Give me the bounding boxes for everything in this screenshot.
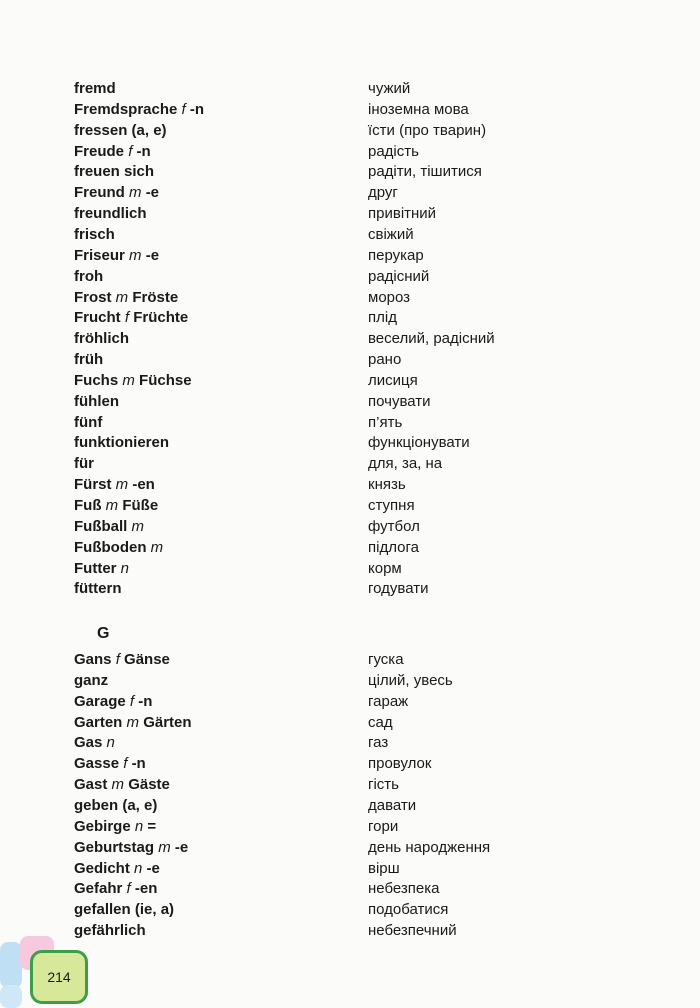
plural-form: Füße: [122, 497, 159, 514]
translation: п’ять: [368, 414, 403, 431]
gender-marker: f: [128, 143, 133, 160]
german-word: [74, 474, 155, 495]
german-word: [74, 224, 115, 245]
dictionary-entry: [0, 899, 700, 920]
headword: Fürst: [74, 476, 112, 493]
headword: geben (a, e): [74, 797, 158, 814]
dictionary-entry: [0, 753, 700, 774]
dictionary-entry: [0, 391, 700, 412]
headword: Frost: [74, 289, 112, 306]
gender-marker: m: [129, 247, 142, 264]
translation: для, за, на: [368, 455, 443, 472]
dictionary-entry: [0, 516, 700, 537]
translation: день народження: [368, 839, 491, 856]
gender-marker: f: [124, 309, 130, 326]
gender-marker: m: [105, 497, 119, 514]
dictionary-entry: [0, 495, 700, 516]
german-word: [74, 578, 122, 599]
dictionary-entry: [0, 795, 700, 816]
dictionary-entry: [0, 224, 700, 245]
plural-form: -n: [136, 143, 151, 160]
gender-marker: m: [131, 518, 144, 535]
section-letter: G: [97, 625, 110, 642]
translation: лисиця: [368, 372, 418, 389]
german-word: [74, 816, 156, 837]
dictionary-entry: [0, 712, 700, 733]
plural-form: Gäste: [128, 776, 170, 793]
headword: Fußball: [74, 518, 128, 535]
dictionary-entry: [0, 370, 700, 391]
plural-form: -n: [189, 101, 205, 118]
headword: Gefahr: [74, 880, 123, 897]
plural-form: -en: [132, 476, 155, 493]
headword: froh: [74, 268, 104, 285]
dictionary-entry: [0, 732, 700, 753]
plural-form: -n: [138, 693, 153, 710]
headword: Gas: [74, 734, 103, 751]
gender-marker: n: [134, 860, 143, 877]
headword: Fremdsprache: [74, 101, 178, 118]
german-word: [74, 920, 146, 941]
headword: Fuchs: [74, 372, 119, 389]
dictionary-entry: [0, 78, 700, 99]
plural-form: -e: [146, 860, 160, 877]
german-word: [74, 412, 102, 433]
translation: ступня: [368, 497, 415, 514]
headword: für: [74, 455, 94, 472]
headword: ganz: [74, 672, 109, 689]
dictionary-entry: [0, 182, 700, 203]
german-word: [74, 732, 115, 753]
german-word: [74, 558, 129, 579]
translation: давати: [368, 797, 417, 814]
translation: друг: [368, 184, 398, 201]
gender-marker: m: [158, 839, 171, 856]
plural-form: Früchte: [133, 309, 189, 326]
german-word: [74, 391, 119, 412]
german-word: [74, 78, 116, 99]
german-word: [74, 182, 159, 203]
translation: рано: [368, 351, 402, 368]
plural-form: -e: [145, 184, 160, 201]
german-word: [74, 432, 169, 453]
german-word: [74, 774, 170, 795]
plural-form: -e: [174, 839, 189, 856]
gender-marker: n: [134, 818, 144, 835]
page-number: 214: [30, 950, 88, 1004]
translation: функціонувати: [368, 434, 470, 451]
plural-form: Gärten: [143, 714, 192, 731]
headword: Gasse: [74, 755, 120, 772]
plural-form: -e: [145, 247, 160, 264]
dictionary-entry: [0, 649, 700, 670]
translation: почувати: [368, 393, 431, 410]
headword: Fuß: [74, 497, 102, 514]
german-word: [74, 349, 103, 370]
dictionary-entry: [0, 670, 700, 691]
gender-marker: m: [129, 184, 142, 201]
dictionary-entry: [0, 328, 700, 349]
translation: гараж: [368, 693, 409, 710]
gender-marker: m: [126, 714, 140, 731]
headword: freundlich: [74, 205, 147, 222]
german-word: [74, 307, 188, 328]
gender-marker: m: [115, 289, 129, 306]
german-word: [74, 495, 158, 516]
dictionary-entry: [0, 878, 700, 899]
dictionary-entry: [0, 578, 700, 599]
corner-decoration-blue-2: [0, 985, 22, 1008]
dictionary-entry: [0, 161, 700, 182]
german-word: [74, 837, 188, 858]
gender-marker: f: [181, 101, 186, 118]
gender-marker: m: [122, 372, 135, 389]
dictionary-entry: [0, 774, 700, 795]
headword: Friseur: [74, 247, 125, 264]
headword: Gebirge: [74, 818, 131, 835]
german-word: [74, 795, 157, 816]
translation: годувати: [368, 580, 429, 597]
headword: gefallen (ie, a): [74, 901, 175, 918]
translation: гори: [368, 818, 399, 835]
plural-form: =: [147, 818, 157, 835]
translation: підлога: [368, 539, 419, 556]
translation: свіжий: [368, 226, 414, 243]
dictionary-entry: [0, 432, 700, 453]
headword: fühlen: [74, 393, 119, 410]
dictionary-entry: [0, 203, 700, 224]
plural-form: Füchse: [139, 372, 192, 389]
headword: Garten: [74, 714, 123, 731]
headword: Gans: [74, 651, 112, 668]
dictionary-entry: [0, 537, 700, 558]
german-word: [74, 141, 151, 162]
translation: корм: [368, 560, 402, 577]
translation: футбол: [368, 518, 420, 535]
translation: веселий, радісний: [368, 330, 495, 347]
german-word: [74, 161, 154, 182]
gender-marker: m: [111, 776, 125, 793]
german-word: [74, 899, 174, 920]
plural-form: Gänse: [124, 651, 170, 668]
german-word: [74, 203, 147, 224]
translation: привітний: [368, 205, 437, 222]
translation: мороз: [368, 289, 411, 306]
translation: провулок: [368, 755, 432, 772]
headword: frisch: [74, 226, 115, 243]
german-word: [74, 245, 159, 266]
german-word: [74, 878, 157, 899]
dictionary-entry: [0, 307, 700, 328]
headword: Gedicht: [74, 860, 130, 877]
dictionary-entry: [0, 266, 700, 287]
german-word: [74, 370, 192, 391]
gender-marker: f: [123, 755, 128, 772]
dictionary-entry: [0, 287, 700, 308]
translation: гість: [368, 776, 399, 793]
german-word: [74, 649, 170, 670]
headword: gefährlich: [74, 922, 146, 939]
translation: небезпека: [368, 880, 440, 897]
dictionary-entry: [0, 412, 700, 433]
headword: Freude: [74, 143, 125, 160]
german-word: [74, 858, 160, 879]
german-word: [74, 753, 146, 774]
german-word: [74, 287, 178, 308]
headword: funktionieren: [74, 434, 170, 451]
headword: früh: [74, 351, 104, 368]
german-word: [74, 712, 192, 733]
translation: сад: [368, 714, 393, 731]
headword: Geburtstag: [74, 839, 155, 856]
headword: Garage: [74, 693, 126, 710]
headword: Gast: [74, 776, 108, 793]
dictionary-entry: [0, 99, 700, 120]
translation: чужий: [368, 80, 411, 97]
headword: füttern: [74, 580, 122, 597]
gender-marker: n: [106, 734, 115, 751]
translation: подобатися: [368, 901, 449, 918]
translation: радість: [368, 143, 419, 160]
dictionary-entry: [0, 474, 700, 495]
translation: плід: [368, 309, 397, 326]
translation: князь: [368, 476, 406, 493]
translation: гуска: [368, 651, 404, 668]
german-word: [74, 670, 108, 691]
plural-form: -en: [134, 880, 158, 897]
german-word: [74, 120, 167, 141]
dictionary-entry: [0, 120, 700, 141]
dictionary-entry: [0, 920, 700, 941]
headword: Frucht: [74, 309, 121, 326]
gender-marker: f: [129, 693, 135, 710]
dictionary-entry: [0, 141, 700, 162]
plural-form: Fröste: [132, 289, 179, 306]
dictionary-entry: [0, 816, 700, 837]
headword: fressen (a, e): [74, 122, 167, 139]
translation: газ: [368, 734, 389, 751]
gender-marker: f: [115, 651, 120, 668]
german-word: [74, 453, 94, 474]
headword: fremd: [74, 80, 116, 97]
translation: вірш: [368, 860, 400, 877]
german-word: [74, 266, 103, 287]
translation: їсти (про тварин): [368, 122, 487, 139]
german-word: [74, 691, 152, 712]
dictionary-entry: [0, 245, 700, 266]
translation: цілий, увесь: [368, 672, 453, 689]
translation: іноземна мова: [368, 101, 469, 118]
dictionary-entry: [0, 453, 700, 474]
gender-marker: m: [150, 539, 164, 556]
headword: fünf: [74, 414, 103, 431]
translation: перукар: [368, 247, 424, 264]
german-word: [74, 99, 204, 120]
german-word: [74, 537, 163, 558]
dictionary-entry: [0, 837, 700, 858]
dictionary-entry: [0, 558, 700, 579]
translation: небезпечний: [368, 922, 457, 939]
headword: Fußboden: [74, 539, 147, 556]
german-word: [74, 516, 144, 537]
plural-form: -n: [131, 755, 146, 772]
corner-decoration-blue: [0, 942, 22, 988]
headword: Freund: [74, 184, 125, 201]
gender-marker: n: [120, 560, 130, 577]
gender-marker: m: [115, 476, 129, 493]
dictionary-entry: [0, 349, 700, 370]
german-word: [74, 328, 129, 349]
headword: fröhlich: [74, 330, 129, 347]
translation: радіти, тішитися: [368, 163, 482, 180]
headword: freuen sich: [74, 163, 155, 180]
gender-marker: f: [126, 880, 131, 897]
dictionary-entry: [0, 691, 700, 712]
dictionary-entry: [0, 858, 700, 879]
translation: радісний: [368, 268, 430, 285]
headword: Futter: [74, 560, 117, 577]
